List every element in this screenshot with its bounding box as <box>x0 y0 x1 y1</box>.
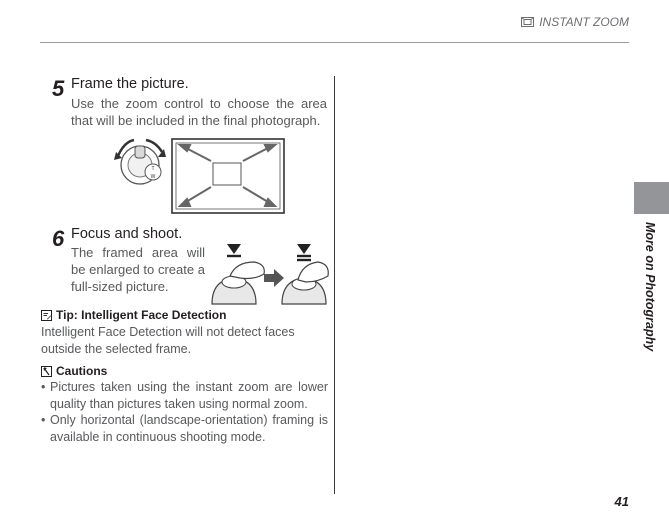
chapter-label: More on Photography <box>643 222 657 352</box>
cautions-title: Cautions <box>56 364 108 378</box>
cautions-heading <box>41 364 107 378</box>
zoom-frame-illustration <box>110 136 290 216</box>
instant-zoom-mode-icon <box>521 17 534 27</box>
half-press-camera-icon <box>212 244 264 304</box>
full-press-camera-icon <box>282 244 328 304</box>
tele-label: T <box>151 166 155 172</box>
cautions-list <box>41 379 328 445</box>
column-divider <box>334 76 335 494</box>
tip-title: Tip: Intelligent Face Detection <box>56 308 227 322</box>
arrow-right-icon <box>264 269 284 287</box>
step-body: Use the zoom control to choose the area that will be included in the final photograph. <box>71 96 327 128</box>
step-title: Focus and shoot. <box>71 226 183 242</box>
chapter-tab <box>634 182 669 214</box>
frame-diagram <box>172 139 284 213</box>
page-number: 41 <box>614 494 629 509</box>
tip-icon <box>41 310 52 321</box>
tip-heading <box>41 308 226 322</box>
step-title: Frame the picture. <box>71 76 189 92</box>
header-rule <box>40 42 629 43</box>
page-header <box>521 15 629 29</box>
step-5 <box>52 76 332 136</box>
shutter-press-illustration <box>210 240 330 306</box>
section-title: INSTANT ZOOM <box>539 15 629 29</box>
wide-label: W <box>150 174 156 180</box>
step-number: 6 <box>52 226 65 251</box>
list-item: • Pictures taken using the instant zoom are lower quality than pictures taken using normal zoom. <box>41 379 328 412</box>
caution-icon <box>41 366 52 377</box>
tip-body: Intelligent Face Detection will not detect faces outside the selected frame. <box>41 325 295 356</box>
step-body: The framed area will be enlarged to create a full-sized picture. <box>71 245 205 294</box>
list-item: • Only horizontal (landscape-orientation) framing is available in continuous shooting mode. <box>41 412 328 445</box>
step-6 <box>52 226 212 301</box>
step-number: 5 <box>52 76 65 101</box>
zoom-control-icon <box>114 140 166 184</box>
